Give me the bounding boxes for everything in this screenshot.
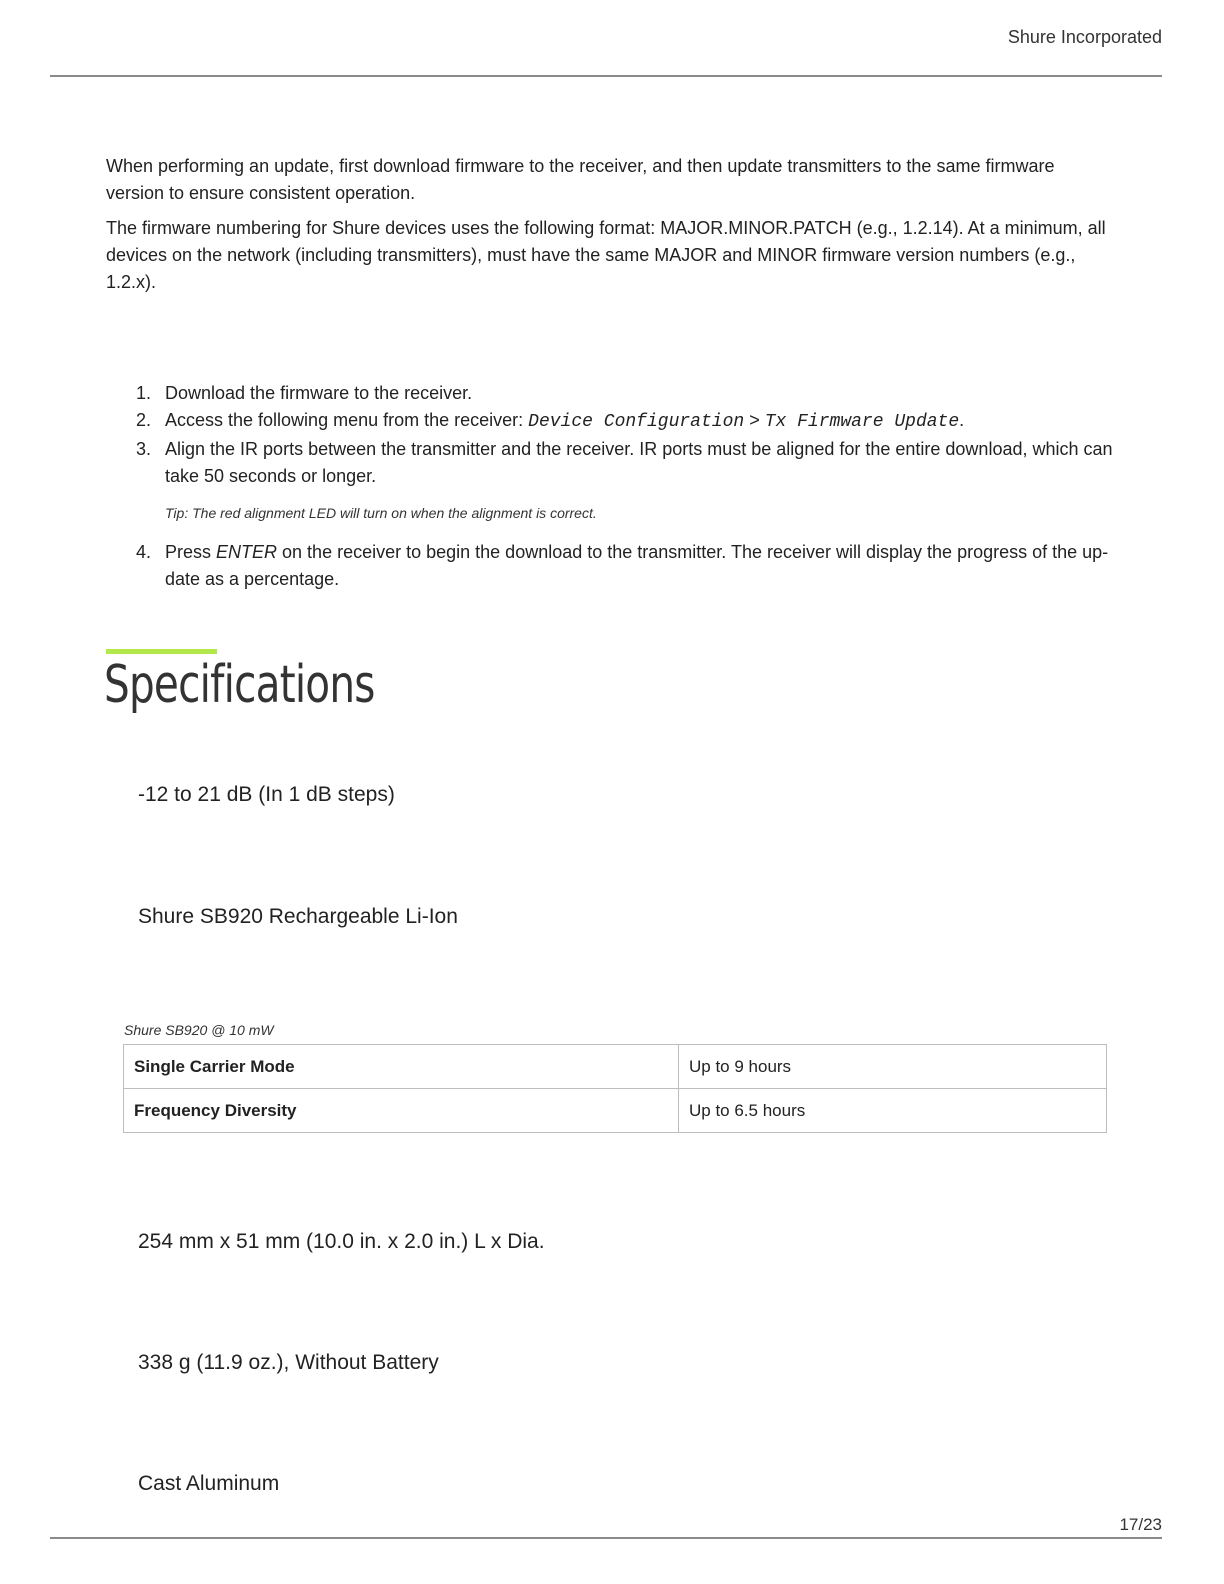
runtime-table-caption: Shure SB920 @ 10 mW (124, 1022, 274, 1038)
specifications-heading: Specifications (104, 655, 375, 715)
step-text: Press (165, 542, 217, 562)
step-text: Download the firmware to the receiver. (165, 383, 473, 403)
alignment-tip: Tip: The red alignment LED will turn on when the alignment is correct. (165, 505, 597, 521)
menu-path-device-configuration: Device Configuration (528, 412, 745, 432)
step-text-suffix: . (959, 410, 965, 430)
header-company-name: Shure Incorporated (1007, 27, 1162, 47)
list-item (106, 380, 1116, 407)
step-number: 4. (136, 542, 152, 562)
menu-path-separator: > (744, 410, 765, 430)
spec-dimensions: 254 mm x 51 mm (10.0 in. x 2.0 in.) L x Dia. (138, 1230, 545, 1253)
page-number: 17/23 (1119, 1515, 1162, 1534)
step-text-suffix: on the receiver to begin the download to the transmitter. The receiver will display the progress of the up-date as a percentage. (165, 542, 1109, 589)
menu-path-tx-firmware-update: Tx Firmware Update (764, 412, 960, 432)
update-steps-list (106, 380, 1116, 490)
enter-key-label: ENTER (216, 542, 278, 562)
step-text: Access the following menu from the receiver: (165, 410, 529, 430)
intro-paragraph-version-format: The firmware numbering for Shure devices uses the following format: MAJOR.MINOR.PATCH (e.g., 1.2.14). At a minimum, all devices on the network (including transmitters), must have the same MAJOR and MINOR firmware version numbers (e.g., 1.2.x). (106, 218, 1106, 292)
table-row (124, 1045, 1107, 1089)
runtime-value-cell: Up to 9 hours (679, 1045, 1107, 1089)
step-text: Align the IR ports between the transmitter and the receiver. IR ports must be aligned for the entire download, which can take 50 seconds or longer. (165, 439, 1113, 486)
update-step-4 (106, 539, 1116, 593)
runtime-mode-cell: Single Carrier Mode (124, 1045, 679, 1089)
step-number: 1. (136, 383, 152, 403)
table-row (124, 1089, 1107, 1133)
footer-divider (50, 1537, 1162, 1539)
list-item (106, 436, 1116, 490)
header-divider (50, 75, 1162, 77)
step-number: 2. (136, 410, 152, 430)
runtime-value-cell: Up to 6.5 hours (679, 1089, 1107, 1133)
spec-gain-adjustment: -12 to 21 dB (In 1 dB steps) (138, 783, 395, 806)
step-number: 3. (136, 439, 152, 459)
battery-runtime-table (123, 1044, 1107, 1133)
list-item (106, 539, 1116, 593)
section-accent-bar (106, 649, 217, 654)
spec-housing: Cast Aluminum (138, 1472, 280, 1495)
list-item (106, 407, 1116, 436)
spec-weight: 338 g (11.9 oz.), Without Battery (138, 1351, 439, 1374)
intro-paragraph-update-order: When performing an update, first download firmware to the receiver, and then update transmitters to the same firmware version to ensure consistent operation. (106, 156, 1055, 203)
runtime-mode-cell: Frequency Diversity (124, 1089, 679, 1133)
spec-battery-type: Shure SB920 Rechargeable Li-Ion (138, 905, 458, 928)
